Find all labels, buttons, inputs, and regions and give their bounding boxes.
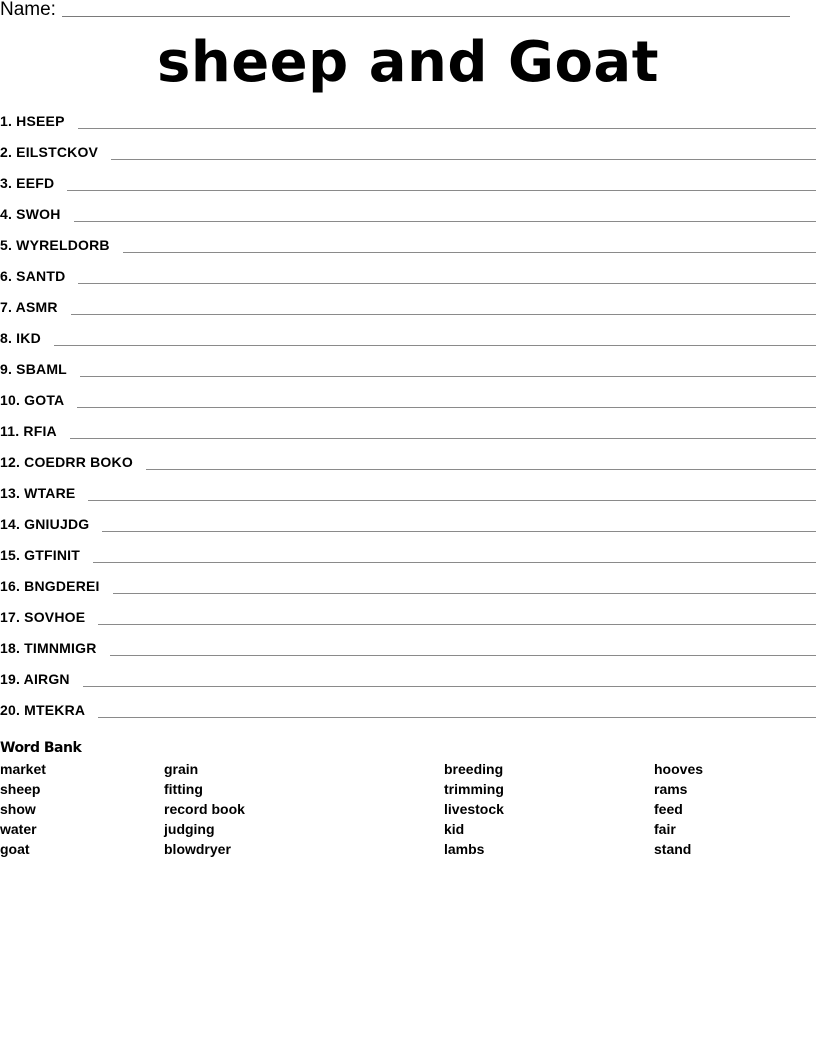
question-text: 8. IKD (0, 330, 41, 346)
question-row (0, 109, 816, 140)
question-text: 5. WYRELDORB (0, 237, 110, 253)
question-row (0, 326, 816, 357)
word-bank-column (444, 759, 504, 859)
answer-line[interactable] (98, 624, 816, 625)
question-text: 19. AIRGN (0, 671, 70, 687)
answer-line[interactable] (70, 438, 816, 439)
answer-line[interactable] (93, 562, 816, 563)
question-text: 6. SANTD (0, 268, 66, 284)
word-bank-word: hooves (654, 761, 704, 777)
worksheet-title: sheep and Goat (157, 30, 659, 95)
question-row (0, 388, 816, 419)
name-answer-line[interactable] (62, 16, 790, 17)
question-text: 13. WTARE (0, 485, 76, 501)
question-row (0, 171, 816, 202)
word-bank-word: lambs (444, 841, 485, 857)
answer-line[interactable] (54, 345, 816, 346)
question-text: 4. SWOH (0, 206, 61, 222)
word-bank-word: livestock (444, 801, 504, 817)
question-row (0, 140, 816, 171)
answer-line[interactable] (111, 159, 816, 160)
question-text: 12. COEDRR BOKO (0, 454, 133, 470)
word-bank-word: rams (654, 781, 688, 797)
question-row (0, 233, 816, 264)
question-text: 7. ASMR (0, 299, 58, 315)
word-bank-word: feed (654, 801, 683, 817)
answer-line[interactable] (88, 500, 816, 501)
question-row (0, 667, 816, 698)
word-bank-word: market (0, 761, 46, 777)
word-bank-word: record book (164, 801, 245, 817)
word-bank-word: stand (654, 841, 692, 857)
question-row (0, 450, 816, 481)
question-row (0, 698, 816, 729)
name-label: Name: (0, 0, 56, 20)
answer-line[interactable] (67, 190, 816, 191)
answer-line[interactable] (83, 686, 816, 687)
question-text: 9. SBAML (0, 361, 67, 377)
question-row (0, 543, 816, 574)
word-bank-word: blowdryer (164, 841, 231, 857)
word-bank-word: grain (164, 761, 199, 777)
word-bank-word: water (0, 821, 37, 837)
question-text: 11. RFIA (0, 423, 57, 439)
word-bank-word: kid (444, 821, 465, 837)
word-bank-word: fair (654, 821, 676, 837)
word-bank-title: Word Bank (0, 740, 82, 756)
question-text: 15. GTFINIT (0, 547, 80, 563)
name-field (0, 0, 790, 22)
question-row (0, 419, 816, 450)
answer-line[interactable] (123, 252, 816, 253)
question-text: 18. TIMNMIGR (0, 640, 97, 656)
question-text: 17. SOVHOE (0, 609, 86, 625)
question-row (0, 636, 816, 667)
question-text: 10. GOTA (0, 392, 65, 408)
question-row (0, 512, 816, 543)
answer-line[interactable] (80, 376, 816, 377)
question-row (0, 574, 816, 605)
question-row (0, 605, 816, 636)
word-bank-column (164, 759, 245, 859)
answer-line[interactable] (77, 407, 816, 408)
answer-line[interactable] (78, 128, 816, 129)
word-bank-column (0, 759, 46, 859)
question-text: 3. EEFD (0, 175, 55, 191)
question-row (0, 202, 816, 233)
question-text: 16. BNGDEREI (0, 578, 100, 594)
word-bank-word: trimming (444, 781, 504, 797)
question-row (0, 357, 816, 388)
word-bank-word: fitting (164, 781, 203, 797)
question-text: 2. EILSTCKOV (0, 144, 99, 160)
question-text: 1. HSEEP (0, 113, 65, 129)
question-row (0, 264, 816, 295)
question-row (0, 481, 816, 512)
answer-line[interactable] (146, 469, 816, 470)
answer-line[interactable] (98, 717, 816, 718)
word-bank-word: show (0, 801, 36, 817)
question-list (0, 109, 816, 729)
word-bank-grid (0, 759, 816, 869)
question-text: 20. MTEKRA (0, 702, 86, 718)
answer-line[interactable] (102, 531, 816, 532)
answer-line[interactable] (110, 655, 816, 656)
word-bank-word: breeding (444, 761, 504, 777)
answer-line[interactable] (71, 314, 816, 315)
question-row (0, 295, 816, 326)
word-bank-word: judging (164, 821, 215, 837)
word-bank-word: goat (0, 841, 30, 857)
question-text: 14. GNIUJDG (0, 516, 90, 532)
word-bank-word: sheep (0, 781, 41, 797)
answer-line[interactable] (78, 283, 816, 284)
answer-line[interactable] (74, 221, 816, 222)
answer-line[interactable] (113, 593, 816, 594)
word-bank (0, 738, 816, 869)
word-bank-column (654, 759, 703, 859)
